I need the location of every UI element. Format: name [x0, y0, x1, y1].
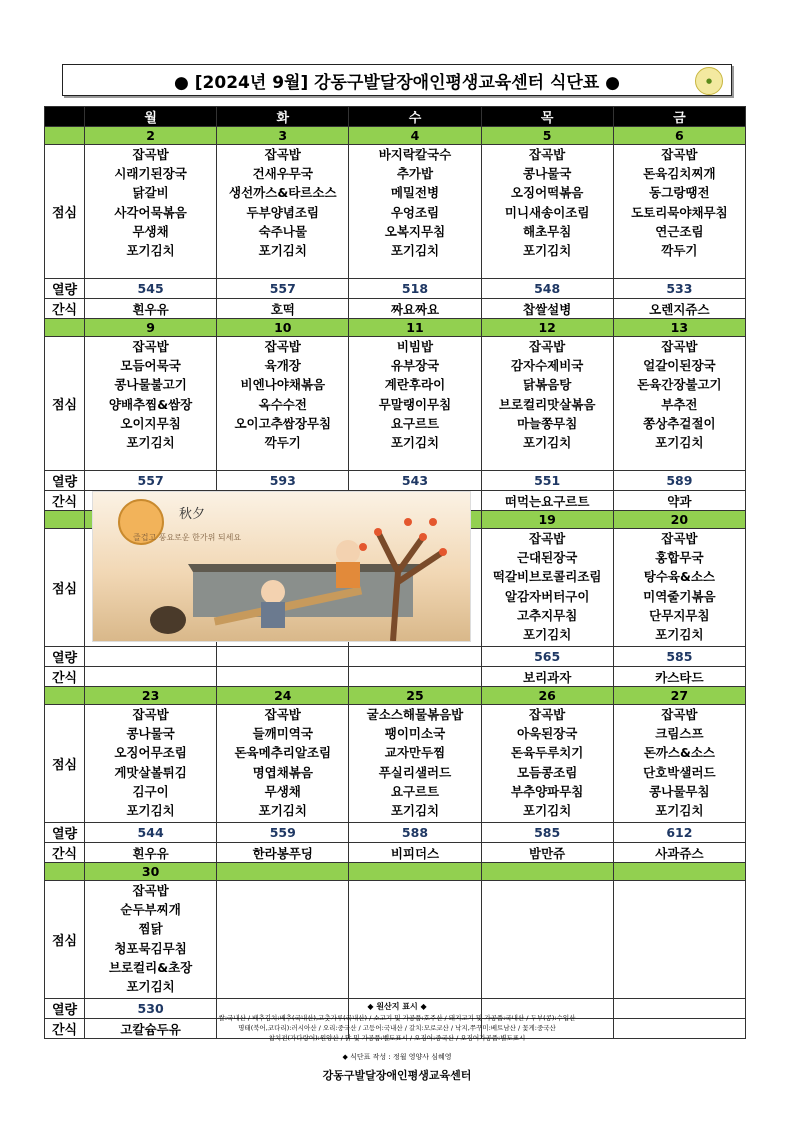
menu-item: 오이지무침 [120, 415, 181, 431]
lunch-menu-cell [481, 337, 613, 471]
menu-item: 잡곡밥 [661, 339, 698, 354]
menu-item: 포기김치 [390, 435, 440, 451]
lunch-menu-cell [613, 337, 745, 471]
menu-item: 잡곡밥 [661, 147, 698, 162]
menu-item: 떡갈비브로콜리조림 [492, 569, 602, 585]
menu-item: 닭볶음탕 [523, 377, 572, 393]
menu-item: 해초무침 [523, 223, 572, 239]
snack-value [349, 667, 481, 687]
calorie-value: 543 [349, 471, 481, 491]
menu-item: 김구이 [132, 783, 169, 799]
menu-item: 잡곡밥 [661, 531, 698, 546]
menu-item: 포기김치 [655, 627, 704, 643]
date-row [45, 319, 746, 337]
menu-item: 콩나물국 [523, 166, 572, 182]
date-cell [217, 863, 349, 881]
weekday-header-row [45, 107, 746, 127]
day-header: 목 [481, 107, 613, 127]
menu-item: 오징어무조림 [114, 745, 187, 761]
snack-value: 한라봉푸딩 [217, 843, 349, 863]
lunch-row [45, 145, 746, 279]
menu-item: 마늘쫑무침 [516, 415, 578, 431]
calorie-value: 593 [217, 471, 349, 491]
lunch-menu-cell [349, 337, 481, 471]
menu-item: 포기김치 [655, 803, 704, 819]
menu-item: 포기김치 [126, 435, 175, 451]
date-cell: 10 [217, 319, 349, 337]
menu-item: 찜닭 [138, 921, 163, 937]
menu-item: 모듬콩조림 [516, 764, 578, 780]
child-figure-left [261, 580, 285, 628]
lunch-menu-cell [85, 705, 217, 823]
menu-item: 무생채 [264, 783, 301, 799]
menu-item: 아욱된장국 [516, 726, 578, 742]
calorie-label: 열량 [45, 279, 85, 299]
lunch-menu-cell [481, 881, 613, 999]
menu-item: 깍두기 [264, 435, 301, 451]
date-cell: 5 [481, 127, 613, 145]
menu-item: 동그랑땡전 [649, 185, 710, 201]
calorie-value: 612 [613, 823, 745, 843]
calorie-value: 585 [613, 647, 745, 667]
menu-item: 육개장 [264, 358, 301, 374]
lunch-menu-cell [613, 705, 745, 823]
menu-item: 근대된장국 [516, 550, 578, 566]
menu-item: 생선까스&타르소스 [229, 185, 337, 201]
lunch-menu-cell [481, 705, 613, 823]
menu-item: 무말랭이무침 [378, 396, 452, 412]
snack-row [45, 299, 746, 319]
calorie-label: 열량 [45, 647, 85, 667]
calorie-value: 544 [85, 823, 217, 843]
snack-value: 고칼슘두유 [85, 1019, 217, 1039]
menu-item: 돈육두루치기 [510, 745, 584, 761]
menu-item: 잡곡밥 [529, 531, 566, 546]
menu-item: 잡곡밥 [529, 339, 566, 354]
origin-line: 참치전(가다랑어):원양산 / 닭 및 가공품:벨도표시 / 오징어:중국산 / 오징어가공품:별도표시 [268, 1034, 526, 1042]
lunch-menu-cell [85, 337, 217, 471]
date-cell: 27 [613, 687, 745, 705]
menu-item: 닭갈비 [132, 185, 169, 201]
date-cell [613, 863, 745, 881]
menu-item: 명엽채볶음 [252, 764, 313, 780]
menu-item: 포기김치 [523, 803, 572, 819]
menu-item: 포기김치 [126, 979, 175, 995]
menu-item: 포기김치 [523, 435, 572, 451]
date-cell: 6 [613, 127, 745, 145]
calorie-value [217, 647, 349, 667]
page-title: ● [2024년 9월] 강동구발달장애인평생교육센터 식단표 ● [174, 72, 620, 93]
menu-title-box [62, 64, 732, 96]
menu-item: 탕수육&소스 [643, 569, 716, 585]
menu-item: 두부양념조림 [246, 204, 319, 220]
date-row [45, 863, 746, 881]
lunch-label: 점심 [45, 881, 85, 999]
lunch-menu-cell [613, 529, 745, 647]
date-cell [481, 863, 613, 881]
date-cell: 12 [481, 319, 613, 337]
menu-item: 콩나물국 [126, 726, 175, 742]
calorie-value: 545 [85, 279, 217, 299]
snack-value: 비피더스 [349, 843, 481, 863]
menu-item: 단무지무침 [649, 607, 710, 623]
lunch-label: 점심 [45, 337, 85, 471]
menu-item: 홍합무국 [655, 550, 704, 566]
date-cell [349, 863, 481, 881]
lunch-label: 점심 [45, 145, 85, 279]
calorie-row [45, 471, 746, 491]
menu-item: 포기김치 [258, 803, 307, 819]
menu-item: 양배추찜&쌈장 [108, 396, 193, 412]
calorie-value: 565 [481, 647, 613, 667]
lunch-menu-cell [349, 705, 481, 823]
lunch-menu-cell [85, 145, 217, 279]
menu-item: 우엉조림 [390, 204, 440, 220]
menu-item: 도토리묵야채무침 [631, 204, 728, 220]
date-row [45, 687, 746, 705]
lunch-menu-cell [217, 337, 349, 471]
lunch-label: 점심 [45, 705, 85, 823]
origin-line: 명태(북어,코다리):러시아산 / 오리:중국산 / 고등어:국내산 / 갈치:모로코산 / 낙지,쭈꾸미:베트남산 / 꽃게:중국산 [238, 1024, 556, 1032]
snack-value: 밤만쥬 [481, 843, 613, 863]
menu-item: 깍두기 [661, 243, 698, 259]
calorie-value: 588 [349, 823, 481, 843]
menu-item: 요구르트 [390, 415, 440, 431]
menu-item: 팽이미소국 [384, 726, 446, 742]
date-row-label [45, 127, 85, 145]
center-logo: ● [695, 67, 723, 95]
menu-item: 추가밥 [396, 166, 434, 182]
menu-item: 포기김치 [655, 435, 704, 451]
lunch-menu-cell [481, 145, 613, 279]
day-header: 금 [613, 107, 745, 127]
menu-item: 청포묵김무침 [114, 940, 187, 956]
snack-row [45, 843, 746, 863]
chuseok-title: 秋夕 [179, 507, 206, 522]
menu-item: 잡곡밥 [529, 147, 566, 162]
menu-item: 요구르트 [390, 783, 440, 799]
lunch-menu-cell [613, 881, 745, 999]
menu-item: 유부장국 [390, 358, 440, 374]
menu-item: 포기김치 [390, 803, 440, 819]
menu-item: 사각어묵볶음 [114, 204, 187, 220]
lunch-label: 점심 [45, 529, 85, 647]
menu-item: 돈육간장불고기 [637, 377, 722, 393]
jars [150, 606, 186, 634]
menu-item: 쫑상추겉절이 [643, 415, 716, 431]
menu-item: 시래기된장국 [114, 166, 187, 182]
menu-item: 콩나물불고기 [114, 377, 187, 393]
menu-item: 크림스프 [655, 726, 704, 742]
menu-item: 포기김치 [523, 627, 572, 643]
menu-item: 포기김치 [126, 803, 175, 819]
day-header: 월 [85, 107, 217, 127]
menu-item: 잡곡밥 [661, 707, 698, 722]
menu-item: 바지락칼국수 [378, 147, 452, 162]
date-cell: 25 [349, 687, 481, 705]
calorie-label: 열량 [45, 823, 85, 843]
menu-item: 연근조림 [655, 223, 704, 239]
menu-item: 메밀전병 [390, 185, 440, 201]
origin-line: 쌀:국내산 / 배추김치:배추(국내산),고춧가루(국내산) / 소고기 및 가공품:호주산 / 돼지고기 및 가공품:국내산 / 두부(콩):수입산 [218, 1014, 576, 1022]
date-cell: 9 [85, 319, 217, 337]
snack-label: 간식 [45, 667, 85, 687]
snack-label: 간식 [45, 491, 85, 511]
menu-item: 오복지무침 [384, 223, 446, 239]
lunch-menu-cell [481, 529, 613, 647]
chuseok-illustration [93, 492, 470, 641]
persimmon-fruits [359, 518, 447, 556]
menu-item: 옥수수전 [258, 396, 307, 412]
menu-item: 고추지무침 [516, 607, 578, 623]
snack-value: 찹쌀설병 [481, 299, 613, 319]
calorie-value: 551 [481, 471, 613, 491]
menu-item: 잡곡밥 [132, 339, 169, 354]
menu-item: 잡곡밥 [264, 339, 301, 354]
calorie-row [45, 823, 746, 843]
date-cell: 19 [481, 511, 613, 529]
menu-item: 계란후라이 [384, 377, 446, 393]
menu-item: 오징어떡볶음 [510, 185, 584, 201]
menu-item: 포기김치 [523, 243, 572, 259]
calorie-value: 585 [481, 823, 613, 843]
menu-item: 돈육메추리알조림 [234, 745, 332, 761]
corner-cell [45, 107, 85, 127]
snack-value: 카스타드 [613, 667, 745, 687]
calorie-value: 589 [613, 471, 745, 491]
snack-value: 오렌지쥬스 [613, 299, 745, 319]
lunch-menu-cell [349, 881, 481, 999]
calorie-value [349, 647, 481, 667]
date-row-label [45, 319, 85, 337]
menu-item: 잡곡밥 [132, 883, 169, 898]
calorie-value: 533 [613, 279, 745, 299]
calorie-value: 557 [85, 471, 217, 491]
menu-item: 숙주나물 [258, 223, 307, 239]
snack-value [217, 667, 349, 687]
menu-item: 굴소스해물볶음밥 [366, 707, 464, 722]
date-cell: 13 [613, 319, 745, 337]
date-cell: 20 [613, 511, 745, 529]
calorie-value: 559 [217, 823, 349, 843]
snack-value: 호떡 [217, 299, 349, 319]
snack-value: 약과 [613, 491, 745, 511]
snack-value: 보리과자 [481, 667, 613, 687]
date-cell: 24 [217, 687, 349, 705]
date-cell: 4 [349, 127, 481, 145]
menu-item: 잡곡밥 [529, 707, 566, 722]
menu-item: 게맛살볼튀김 [114, 764, 187, 780]
menu-item: 얼갈이된장국 [643, 358, 716, 374]
date-row-label [45, 863, 85, 881]
menu-item: 브로컬리맛살볶음 [498, 396, 596, 412]
calorie-value [85, 647, 217, 667]
menu-item: 잡곡밥 [132, 147, 169, 162]
menu-item: 오이고추쌈장무침 [234, 415, 332, 431]
menu-item: 들깨미역국 [252, 726, 313, 742]
menu-item: 돈까스&소스 [643, 745, 716, 761]
date-row-label [45, 511, 85, 529]
calorie-value: 557 [217, 279, 349, 299]
menu-item: 잡곡밥 [264, 147, 301, 162]
origin-lines [0, 1013, 794, 1043]
date-cell: 2 [85, 127, 217, 145]
date-cell: 3 [217, 127, 349, 145]
menu-item: 브로컬리&초장 [108, 959, 193, 975]
menu-item: 포기김치 [126, 243, 175, 259]
menu-item: 모듬어묵국 [120, 358, 181, 374]
menu-item: 무생채 [132, 223, 169, 239]
calorie-value: 548 [481, 279, 613, 299]
snack-value: 흰우유 [85, 299, 217, 319]
menu-item: 비빔밥 [396, 339, 434, 354]
snack-value: 짜요짜요 [349, 299, 481, 319]
date-cell: 11 [349, 319, 481, 337]
menu-item: 콩나물무침 [649, 783, 710, 799]
snack-value: 떠먹는요구르트 [481, 491, 613, 511]
menu-item: 단호박샐러드 [643, 764, 716, 780]
calorie-row [45, 647, 746, 667]
chuseok-greeting: 즐겁고 풍요로운 한가위 되세요 [133, 533, 242, 542]
menu-item: 순두부찌개 [120, 902, 181, 918]
stone-wall [193, 572, 413, 617]
menu-item: 건새우무국 [252, 166, 313, 182]
snack-row [45, 667, 746, 687]
lunch-menu-cell [85, 881, 217, 999]
origin-title: ◆ 원산지 표시 ◆ [367, 1002, 427, 1011]
menu-item: 포기김치 [258, 243, 307, 259]
snack-label: 간식 [45, 843, 85, 863]
menu-item: 부추양파무침 [510, 783, 584, 799]
lunch-menu-cell [349, 145, 481, 279]
calorie-value: 518 [349, 279, 481, 299]
snack-value: 흰우유 [85, 843, 217, 863]
calorie-label: 열량 [45, 999, 85, 1019]
menu-item: 알감자버터구이 [504, 588, 590, 604]
date-cell: 23 [85, 687, 217, 705]
calorie-value: 530 [85, 999, 217, 1019]
menu-item: 미니새송이조림 [504, 204, 590, 220]
menu-item: 푸실리샐러드 [378, 764, 452, 780]
menu-item: 비엔나야채볶음 [240, 377, 326, 393]
menu-item: 포기김치 [390, 243, 440, 259]
snack-value [85, 667, 217, 687]
snack-value: 사과쥬스 [613, 843, 745, 863]
lunch-menu-cell [217, 881, 349, 999]
menu-item: 잡곡밥 [132, 707, 169, 722]
lunch-row [45, 881, 746, 999]
menu-author: ◆ 식단표 작성 : 정월 영양사 심혜영 [342, 1053, 452, 1061]
center-name: 강동구발달장애인평생교육센터 [322, 1069, 472, 1082]
date-cell: 26 [481, 687, 613, 705]
menu-item: 잡곡밥 [264, 707, 301, 722]
date-row-label [45, 687, 85, 705]
date-row [45, 127, 746, 145]
lunch-menu-cell [217, 705, 349, 823]
date-cell: 30 [85, 863, 217, 881]
day-header: 화 [217, 107, 349, 127]
child-figure-right [336, 540, 360, 588]
menu-item: 부추전 [661, 396, 698, 412]
snack-label: 간식 [45, 1019, 85, 1039]
calorie-label: 열량 [45, 471, 85, 491]
menu-item: 교자만두찜 [384, 745, 446, 761]
menu-item: 감자수제비국 [510, 358, 584, 374]
menu-item: 미역줄기볶음 [643, 588, 716, 604]
menu-item: 돈육김치찌개 [643, 166, 716, 182]
lunch-menu-cell [217, 145, 349, 279]
lunch-menu-cell [613, 145, 745, 279]
snack-label: 간식 [45, 299, 85, 319]
calorie-row [45, 279, 746, 299]
day-header: 수 [349, 107, 481, 127]
lunch-row [45, 337, 746, 471]
lunch-row [45, 705, 746, 823]
